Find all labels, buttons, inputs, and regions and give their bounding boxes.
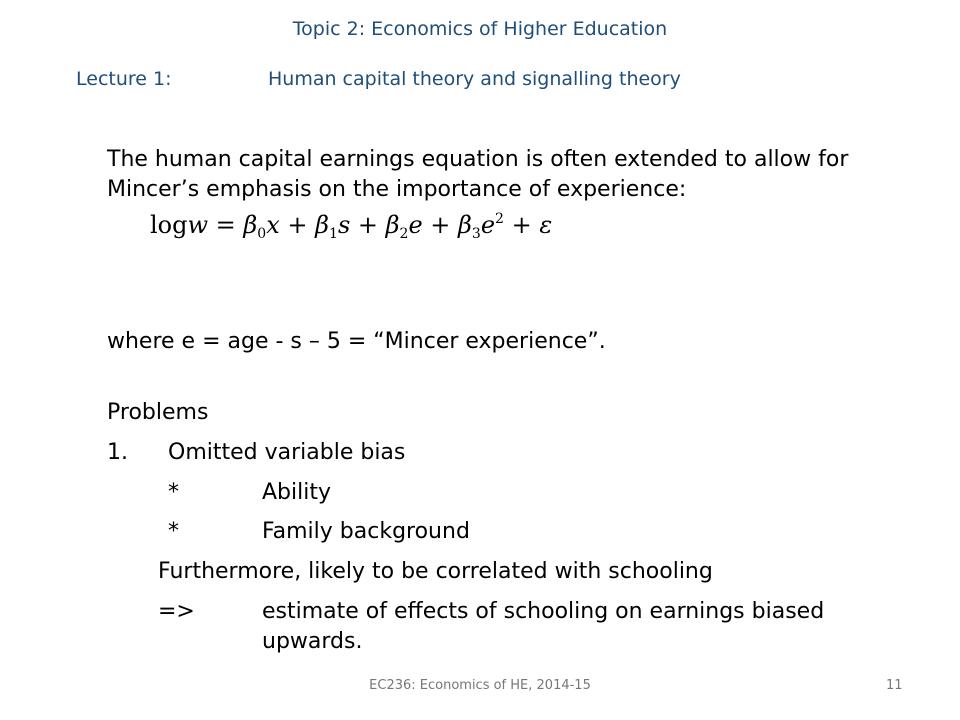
eq-sub-0: 0 <box>257 226 267 242</box>
eq-plus-2: + <box>350 211 386 239</box>
conclusion-line-2: upwards. <box>262 629 363 654</box>
eq-equals: = <box>208 211 244 239</box>
eq-plus-3: + <box>422 211 459 239</box>
intro-line-1: The human capital earnings equation is often extended to allow for <box>107 147 849 172</box>
item-1-number: 1. <box>107 440 128 465</box>
footer-course: EC236: Economics of HE, 2014-15 <box>369 678 591 693</box>
eq-e: e <box>408 211 423 239</box>
topic-header: Topic 2: Economics of Higher Education <box>292 18 668 40</box>
eq-log: log <box>150 211 188 239</box>
eq-sub-3: 3 <box>471 226 481 242</box>
lecture-title: Human capital theory and signalling theory <box>268 68 681 90</box>
bullet-2: * <box>168 519 179 544</box>
eq-beta-0: β <box>243 211 258 239</box>
eq-beta-1: β <box>315 211 330 239</box>
sub-item-family-background: Family background <box>262 519 470 544</box>
eq-exponent: 2 <box>495 211 504 227</box>
eq-e-squared: e <box>480 211 496 239</box>
furthermore-line: Furthermore, likely to be correlated with schooling <box>158 559 713 584</box>
eq-sub-1: 1 <box>329 226 338 242</box>
eq-x: x <box>266 211 280 239</box>
earnings-equation <box>150 211 552 242</box>
eq-plus-4: + <box>503 211 540 239</box>
eq-epsilon: ε <box>539 211 553 239</box>
eq-beta-3: β <box>458 211 472 239</box>
lecture-label: Lecture 1: <box>76 68 172 90</box>
eq-w: w <box>187 211 209 239</box>
bullet-1: * <box>168 480 179 505</box>
eq-s: s <box>337 211 351 239</box>
conclusion-line-1: estimate of effects of schooling on earnings biased <box>262 599 825 624</box>
eq-sub-2: 2 <box>399 226 409 242</box>
arrow: => <box>158 599 195 624</box>
eq-beta-2: β <box>385 211 400 239</box>
page-number: 11 <box>886 678 903 693</box>
sub-item-ability: Ability <box>262 480 331 505</box>
item-1-text: Omitted variable bias <box>168 440 406 465</box>
eq-plus-1: + <box>279 211 316 239</box>
intro-line-2: Mincer’s emphasis on the importance of experience: <box>107 177 687 202</box>
problems-title: Problems <box>107 400 209 425</box>
where-line: where e = age - s – 5 = “Mincer experience”. <box>107 329 606 354</box>
